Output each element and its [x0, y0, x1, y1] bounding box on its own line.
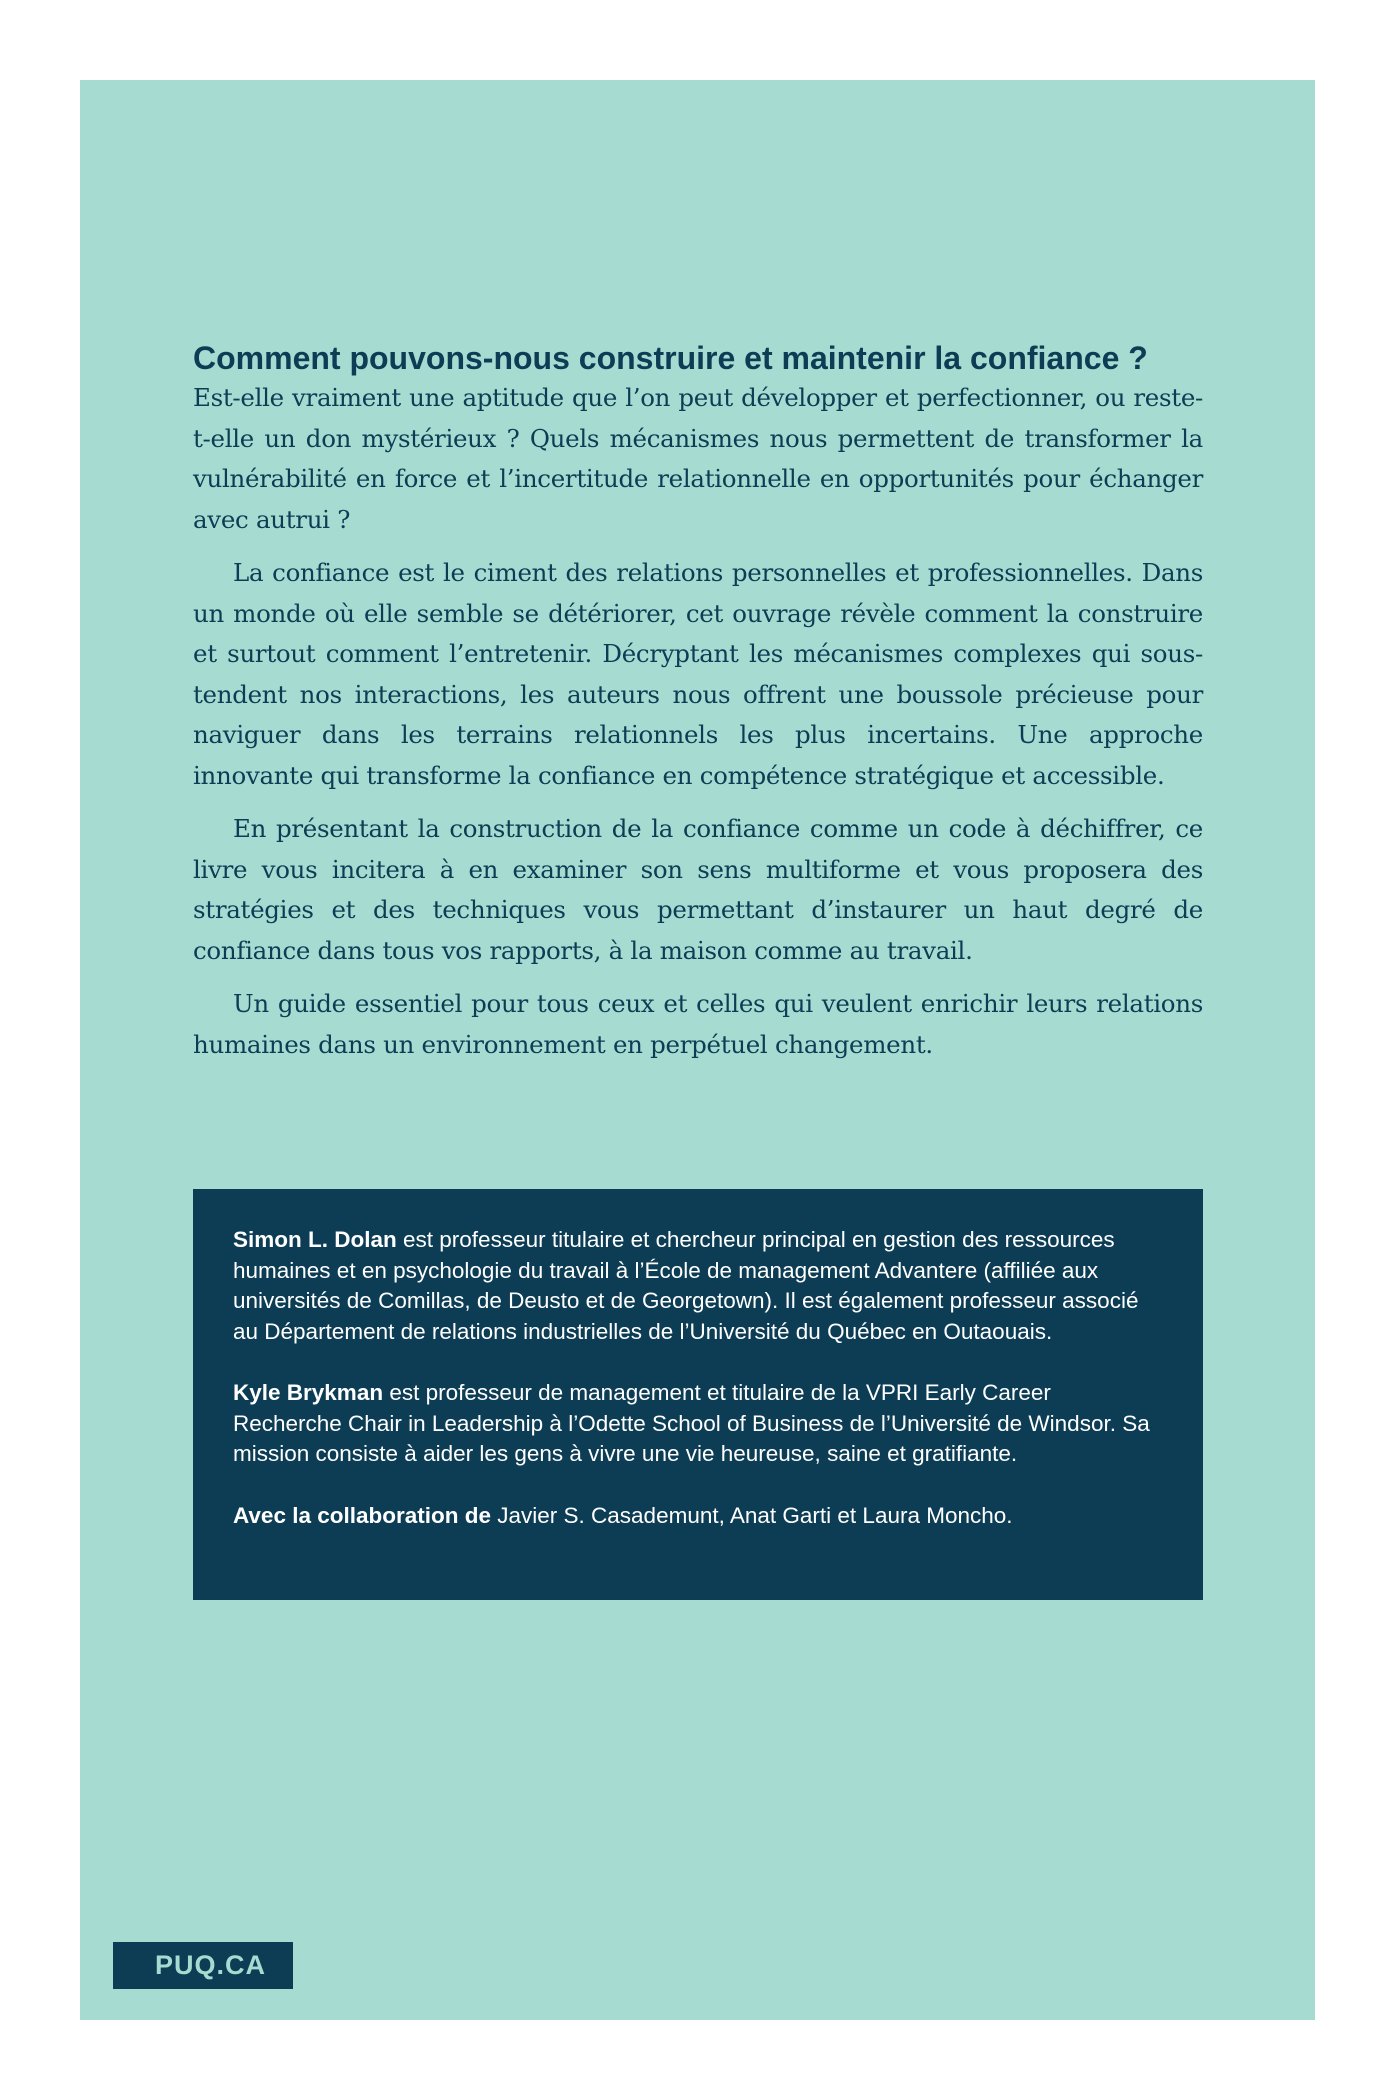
collaboration-note [233, 1501, 1163, 1532]
collaboration-label: Avec la collaboration de [233, 1502, 491, 1528]
blurb-intro: Est-elle vraiment une aptitude que l’on peut développer et perfectionner, ou reste-t-elle un don mystérieux ? Quels mécanismes nous permettent de transformer la vulnérabilité en force et l’incertitude relationnelle en opportunités pour échanger avec autrui ? [193, 383, 1203, 534]
blurb-paragraph: Un guide essentiel pour tous ceux et celles qui veulent enrichir leurs relations humaines dans un environnement en perpétuel changement. [193, 989, 1203, 1059]
blurb-paragraph: En présentant la construction de la confiance comme un code à déchiffrer, ce livre vous incitera à en examiner son sens multiforme et vous proposera des stratégies et des techniques vous permettant d’instaurer un haut degré de confiance dans tous vos rapports, à la maison comme au travail. [193, 814, 1203, 965]
author-bio [233, 1378, 1163, 1470]
collaboration-names: Javier S. Casademunt, Anat Garti et Laura Moncho. [491, 1502, 1013, 1528]
author-bio-text: est professeur de management et titulaire de la VPRI Early Career Recherche Chair in Leadership à l’Odette School of Business de l’Université de Windsor. Sa mission consiste à aider les gens à vivre une vie heureuse, saine et gratifiante. [233, 1380, 1150, 1466]
author-name: Simon L. Dolan [233, 1227, 397, 1252]
publisher-site-badge[interactable]: PUQ.CA [113, 1942, 293, 1989]
author-name: Kyle Brykman [233, 1380, 384, 1405]
author-bio-box [193, 1189, 1203, 1600]
blurb-heading: Comment pouvons-nous construire et maintenir la confiance ? [193, 340, 1148, 376]
back-cover [80, 80, 1315, 2020]
author-bio-text: est professeur titulaire et chercheur principal en gestion des ressources humaines et en psychologie du travail à l’École de management Advantere (affiliée aux universités de Comillas, de Deusto et de Georgetown). Il est également professeur associé au Département de relations industrielles de l’Université du Québec en Outaouais. [233, 1227, 1139, 1344]
blurb-first-paragraph [193, 338, 1203, 540]
author-bio [233, 1225, 1163, 1347]
blurb [193, 338, 1203, 1078]
blurb-paragraph: La confiance est le ciment des relations personnelles et professionnelles. Dans un monde où elle semble se détériorer, cet ouvrage révèle comment la construire et surtout comment l’entretenir. Décryptant les mécanismes complexes qui sous-tendent nos interactions, les auteurs nous offrent une boussole précieuse pour naviguer dans les terrains relationnels les plus incertains. Une approche innovante qui transforme la confiance en compétence stratégique et accessible. [193, 558, 1203, 790]
